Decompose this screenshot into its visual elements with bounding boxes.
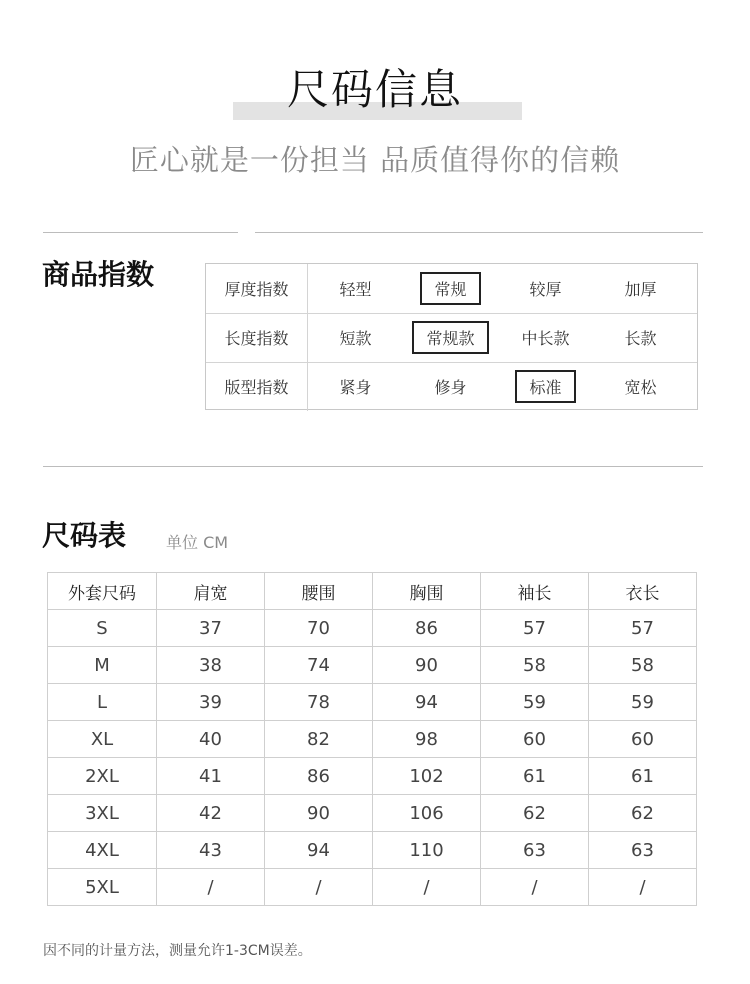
- measurement-cell: 57: [589, 610, 697, 647]
- product-index-table: [205, 263, 698, 410]
- measurement-cell: 40: [157, 721, 265, 758]
- measurement-cell: 61: [589, 758, 697, 795]
- size-chart-header-row: [48, 573, 697, 610]
- measurement-cell: 90: [373, 647, 481, 684]
- size-label-cell: S: [48, 610, 157, 647]
- measurement-cell: 94: [265, 832, 373, 869]
- measurement-cell: 63: [589, 832, 697, 869]
- measurement-cell: 61: [481, 758, 589, 795]
- index-option-label: 短款: [339, 329, 372, 348]
- measurement-cell: 58: [481, 647, 589, 684]
- size-chart-table: [47, 572, 697, 906]
- index-row: [206, 264, 697, 314]
- index-option-label: 标准: [515, 370, 575, 403]
- index-option-label: 较厚: [529, 280, 562, 299]
- index-option-label: 加厚: [624, 280, 657, 299]
- index-option-selected: [403, 313, 498, 362]
- product-index-heading: 商品指数: [42, 258, 155, 291]
- page-subtitle: 匠心就是一份担当 品质值得你的信赖: [129, 143, 621, 177]
- size-chart-row: [48, 647, 697, 684]
- index-row: [206, 313, 697, 363]
- index-option-selected: [403, 264, 498, 313]
- measurement-cell: /: [157, 869, 265, 906]
- measurement-cell: 59: [589, 684, 697, 721]
- size-chart-row: [48, 684, 697, 721]
- measurement-cell: 41: [157, 758, 265, 795]
- index-option-label: 长款: [624, 329, 657, 348]
- index-option-label: 轻型: [339, 280, 372, 299]
- measurement-cell: 90: [265, 795, 373, 832]
- measurement-cell: /: [589, 869, 697, 906]
- measurement-cell: 78: [265, 684, 373, 721]
- measurement-cell: 102: [373, 758, 481, 795]
- measurement-cell: 94: [373, 684, 481, 721]
- index-option: [498, 264, 593, 313]
- index-option: [593, 264, 688, 313]
- measurement-cell: 43: [157, 832, 265, 869]
- divider-top-right: [255, 232, 703, 233]
- measurement-cell: 37: [157, 610, 265, 647]
- index-option: [498, 313, 593, 362]
- size-label-cell: L: [48, 684, 157, 721]
- size-label-cell: 2XL: [48, 758, 157, 795]
- measurement-cell: 60: [481, 721, 589, 758]
- index-row-label: 版型指数: [206, 362, 308, 411]
- index-option-selected: [498, 362, 593, 411]
- index-option-label: 常规款: [412, 321, 488, 354]
- index-option: [593, 313, 688, 362]
- index-option-label: 宽松: [624, 378, 657, 397]
- measurement-cell: /: [265, 869, 373, 906]
- size-chart-column-header: 外套尺码: [48, 573, 157, 610]
- size-chart-row: [48, 610, 697, 647]
- index-option-label: 常规: [420, 272, 480, 305]
- size-label-cell: XL: [48, 721, 157, 758]
- measurement-cell: 110: [373, 832, 481, 869]
- measurement-cell: 42: [157, 795, 265, 832]
- index-row: [206, 362, 697, 411]
- size-label-cell: 4XL: [48, 832, 157, 869]
- size-chart-column-header: 腰围: [265, 573, 373, 610]
- size-chart-row: [48, 721, 697, 758]
- measurement-footnote: 因不同的计量方法，测量允许1-3CM误差。: [43, 943, 312, 959]
- divider-middle: [43, 466, 703, 467]
- index-row-label: 长度指数: [206, 313, 308, 362]
- size-chart-heading: 尺码表: [42, 519, 127, 552]
- measurement-cell: 38: [157, 647, 265, 684]
- size-chart-column-header: 胸围: [373, 573, 481, 610]
- index-row-label: 厚度指数: [206, 264, 308, 313]
- measurement-cell: 70: [265, 610, 373, 647]
- page-title: 尺码信息: [286, 65, 463, 114]
- measurement-cell: 82: [265, 721, 373, 758]
- measurement-cell: 86: [265, 758, 373, 795]
- size-chart-row: [48, 795, 697, 832]
- index-option-label: 紧身: [339, 378, 372, 397]
- size-label-cell: 3XL: [48, 795, 157, 832]
- index-option: [403, 362, 498, 411]
- size-label-cell: M: [48, 647, 157, 684]
- measurement-cell: 62: [481, 795, 589, 832]
- index-option-label: 中长款: [521, 329, 570, 348]
- index-option: [308, 313, 403, 362]
- size-chart-column-header: 袖长: [481, 573, 589, 610]
- measurement-cell: /: [481, 869, 589, 906]
- size-chart-row: [48, 869, 697, 906]
- index-option: [308, 264, 403, 313]
- measurement-cell: 62: [589, 795, 697, 832]
- index-option-label: 修身: [434, 378, 467, 397]
- measurement-cell: 39: [157, 684, 265, 721]
- size-chart-row: [48, 832, 697, 869]
- measurement-cell: 63: [481, 832, 589, 869]
- index-option: [593, 362, 688, 411]
- divider-top-left: [43, 232, 238, 233]
- size-chart-unit: 单位 CM: [166, 533, 229, 552]
- size-chart-column-header: 衣长: [589, 573, 697, 610]
- measurement-cell: 98: [373, 721, 481, 758]
- size-chart-column-header: 肩宽: [157, 573, 265, 610]
- measurement-cell: 86: [373, 610, 481, 647]
- measurement-cell: 57: [481, 610, 589, 647]
- measurement-cell: /: [373, 869, 481, 906]
- measurement-cell: 59: [481, 684, 589, 721]
- size-chart-row: [48, 758, 697, 795]
- measurement-cell: 74: [265, 647, 373, 684]
- size-label-cell: 5XL: [48, 869, 157, 906]
- measurement-cell: 60: [589, 721, 697, 758]
- index-option: [308, 362, 403, 411]
- measurement-cell: 58: [589, 647, 697, 684]
- measurement-cell: 106: [373, 795, 481, 832]
